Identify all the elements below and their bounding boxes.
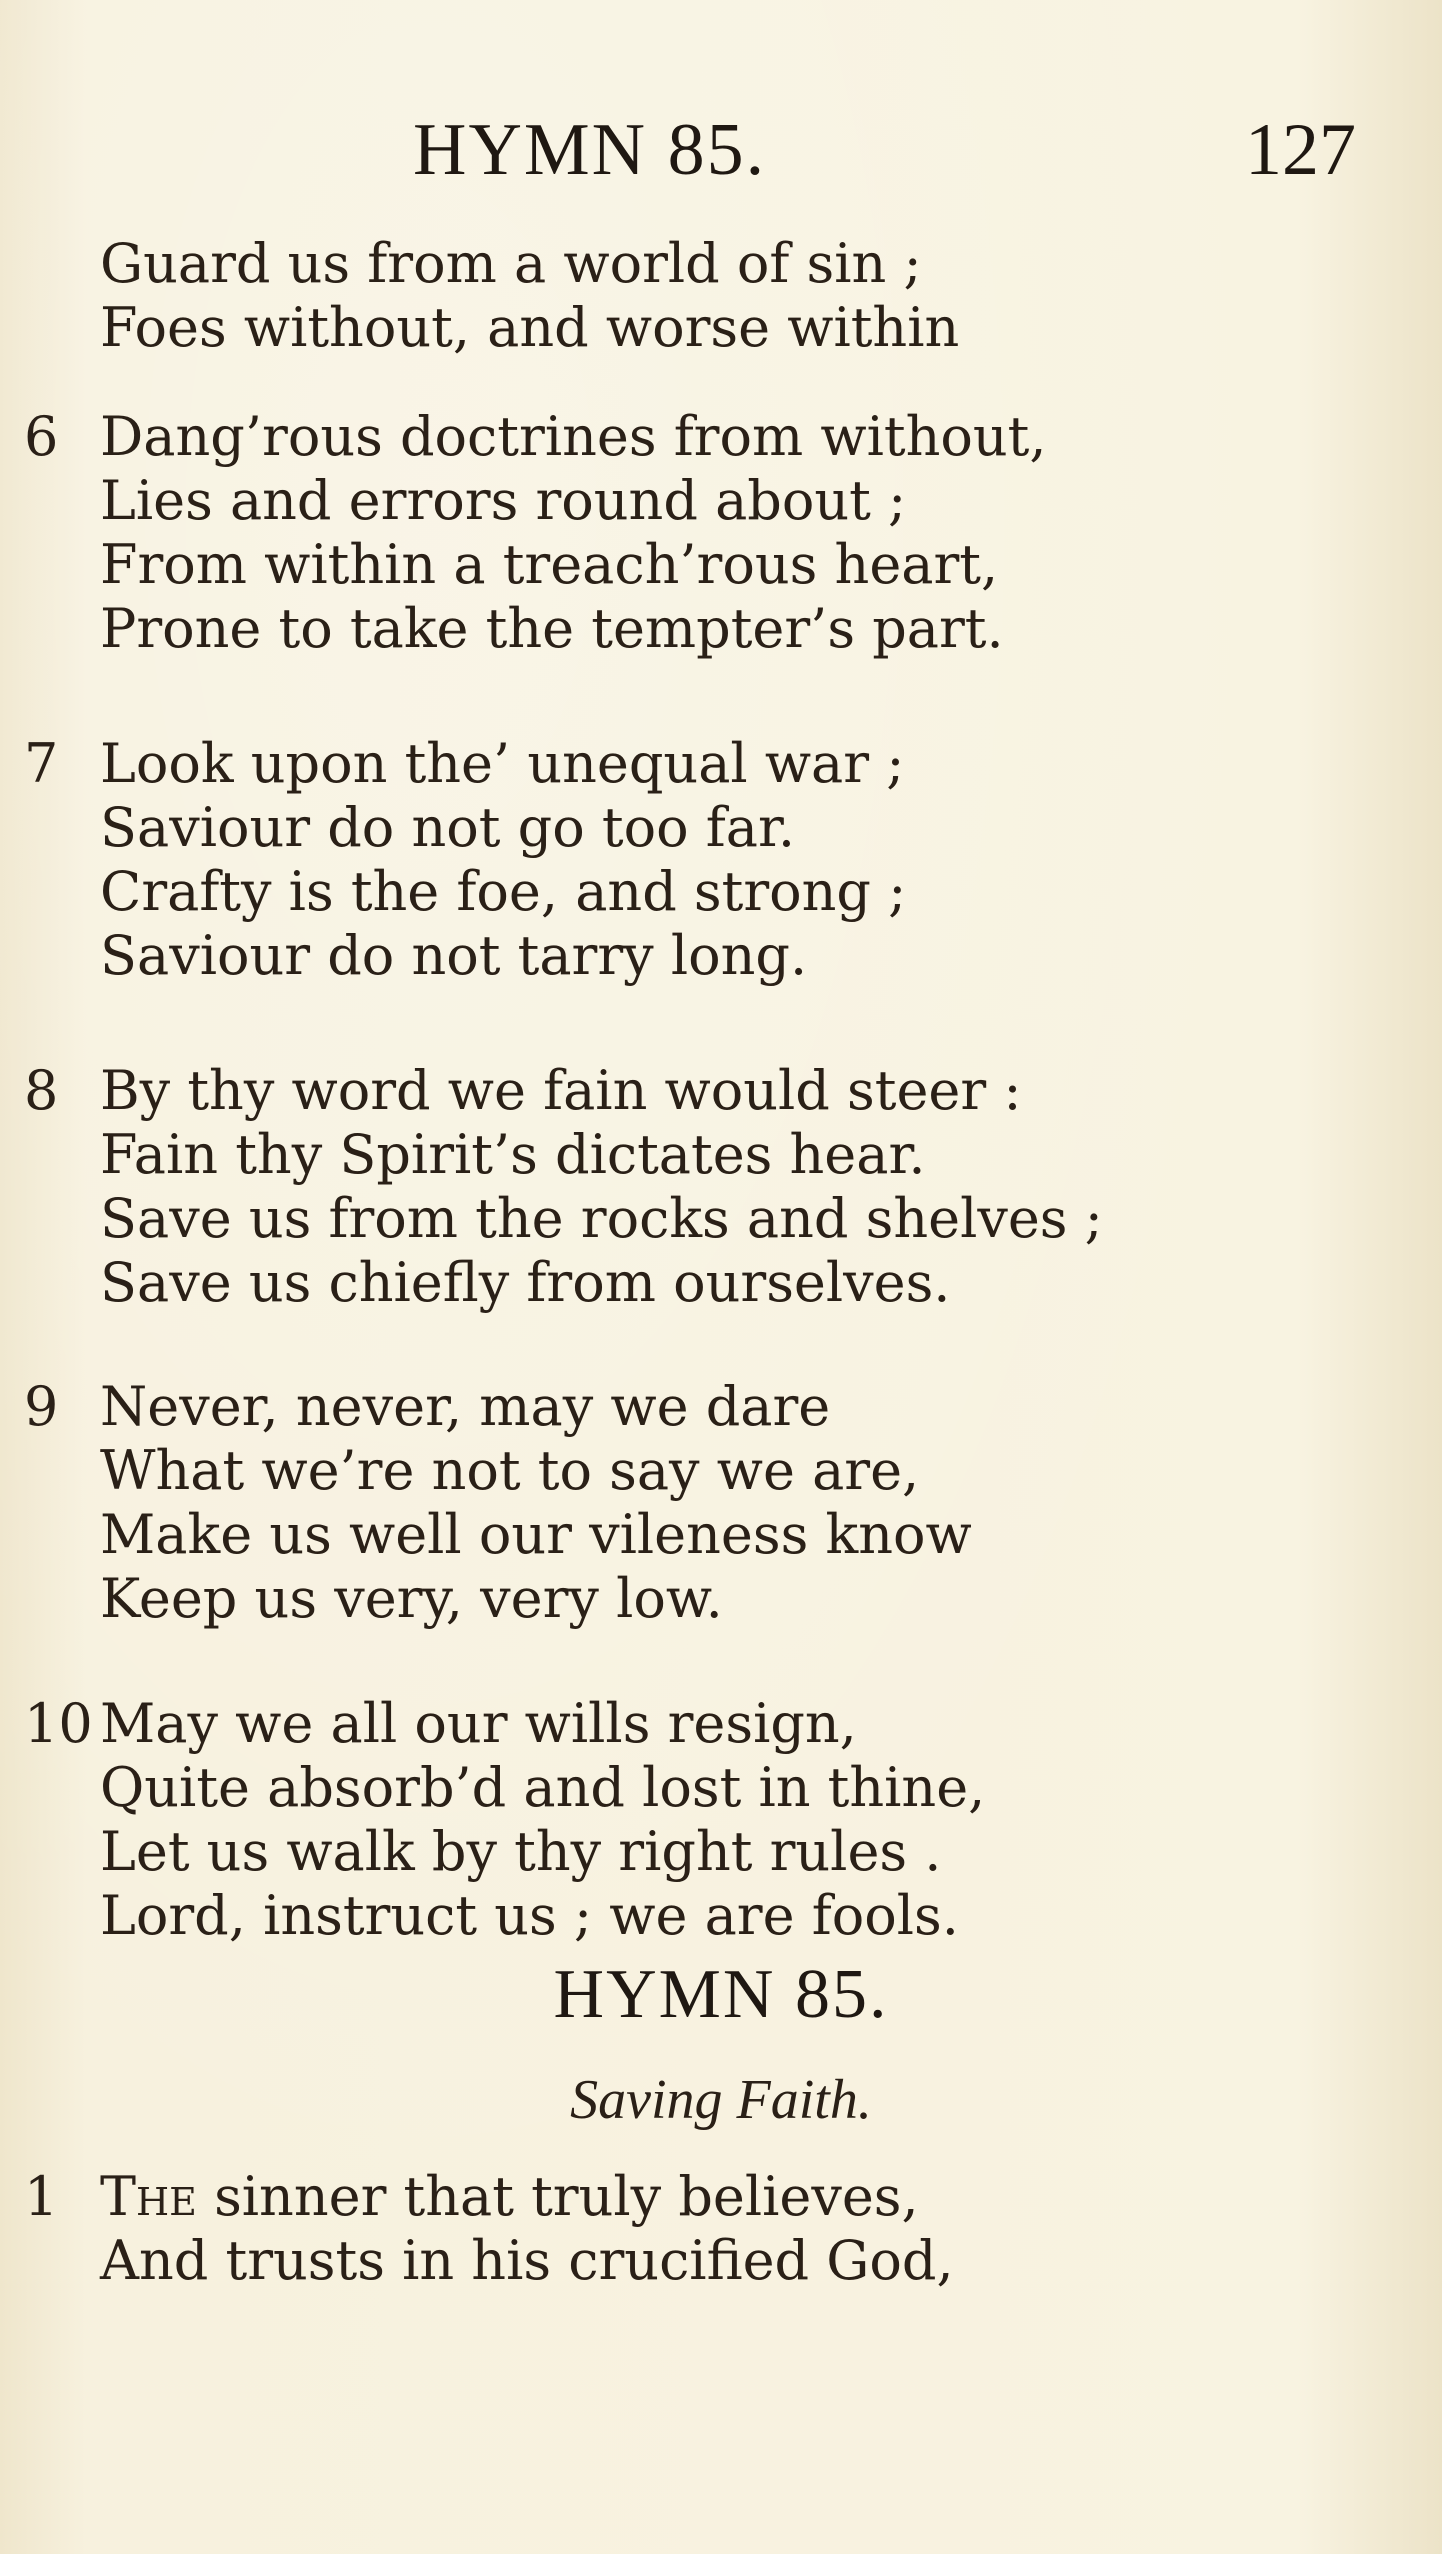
verse-line: And trusts in his crucified God, xyxy=(100,2229,954,2292)
stanza-number: 1 xyxy=(24,2165,59,2228)
verse-line: Fain thy Spirit’s dictates hear. xyxy=(100,1123,926,1186)
verse-line: Saviour do not go too far. xyxy=(100,796,795,859)
running-head xyxy=(0,108,1442,191)
verse-line: Let us walk by thy right rules . xyxy=(100,1820,942,1883)
verse-line: Guard us from a world of sin ; xyxy=(100,232,922,295)
verse-line: From within a treach’rous heart, xyxy=(100,533,999,596)
verse-line: Never, never, may we dare xyxy=(100,1375,831,1438)
verse-line: Foes without, and worse within xyxy=(100,296,960,359)
verse-line: What we’re not to say we are, xyxy=(100,1439,920,1502)
stanza-number: 8 xyxy=(24,1059,59,1122)
verse-line: Prone to take the tempter’s part. xyxy=(100,597,1004,660)
verse-line: May we all our wills resign, xyxy=(100,1692,857,1755)
stanza-number: 7 xyxy=(24,732,59,795)
verse-line: Quite absorb’d and lost in thine, xyxy=(100,1756,986,1819)
stanza-number: 10 xyxy=(24,1692,93,1755)
verse-line: Saviour do not tarry long. xyxy=(100,924,808,987)
verse-line: Keep us very, very low. xyxy=(100,1567,723,1630)
stanza-number: 9 xyxy=(24,1375,59,1438)
verse-line: By thy word we fain would steer : xyxy=(100,1059,1022,1122)
verse-line-first xyxy=(100,2165,919,2228)
hymn-subtitle: Saving Faith. xyxy=(570,2069,872,2131)
verse-line: Dang’rous doctrines from without, xyxy=(100,405,1047,468)
first-line-rest: sinner that truly believes, xyxy=(196,2165,919,2228)
first-word: The xyxy=(100,2165,197,2228)
page-number: 127 xyxy=(1245,109,1356,191)
hymn-heading: HYMN 85. xyxy=(553,1956,889,2033)
stanza-number: 6 xyxy=(24,405,59,468)
verse-line: Make us well our vileness know xyxy=(100,1503,972,1566)
verse-line: Save us chiefly from ourselves. xyxy=(100,1251,951,1314)
verse-line: Look upon the’ unequal war ; xyxy=(100,732,905,795)
verse-line: Save us from the rocks and shelves ; xyxy=(100,1187,1103,1250)
verse-line: Lies and errors round about ; xyxy=(100,469,907,532)
verse-line: Lord, instruct us ; we are fools. xyxy=(100,1884,959,1947)
verse-line: Crafty is the foe, and strong ; xyxy=(100,860,907,923)
running-head-title: HYMN 85. xyxy=(413,109,767,191)
